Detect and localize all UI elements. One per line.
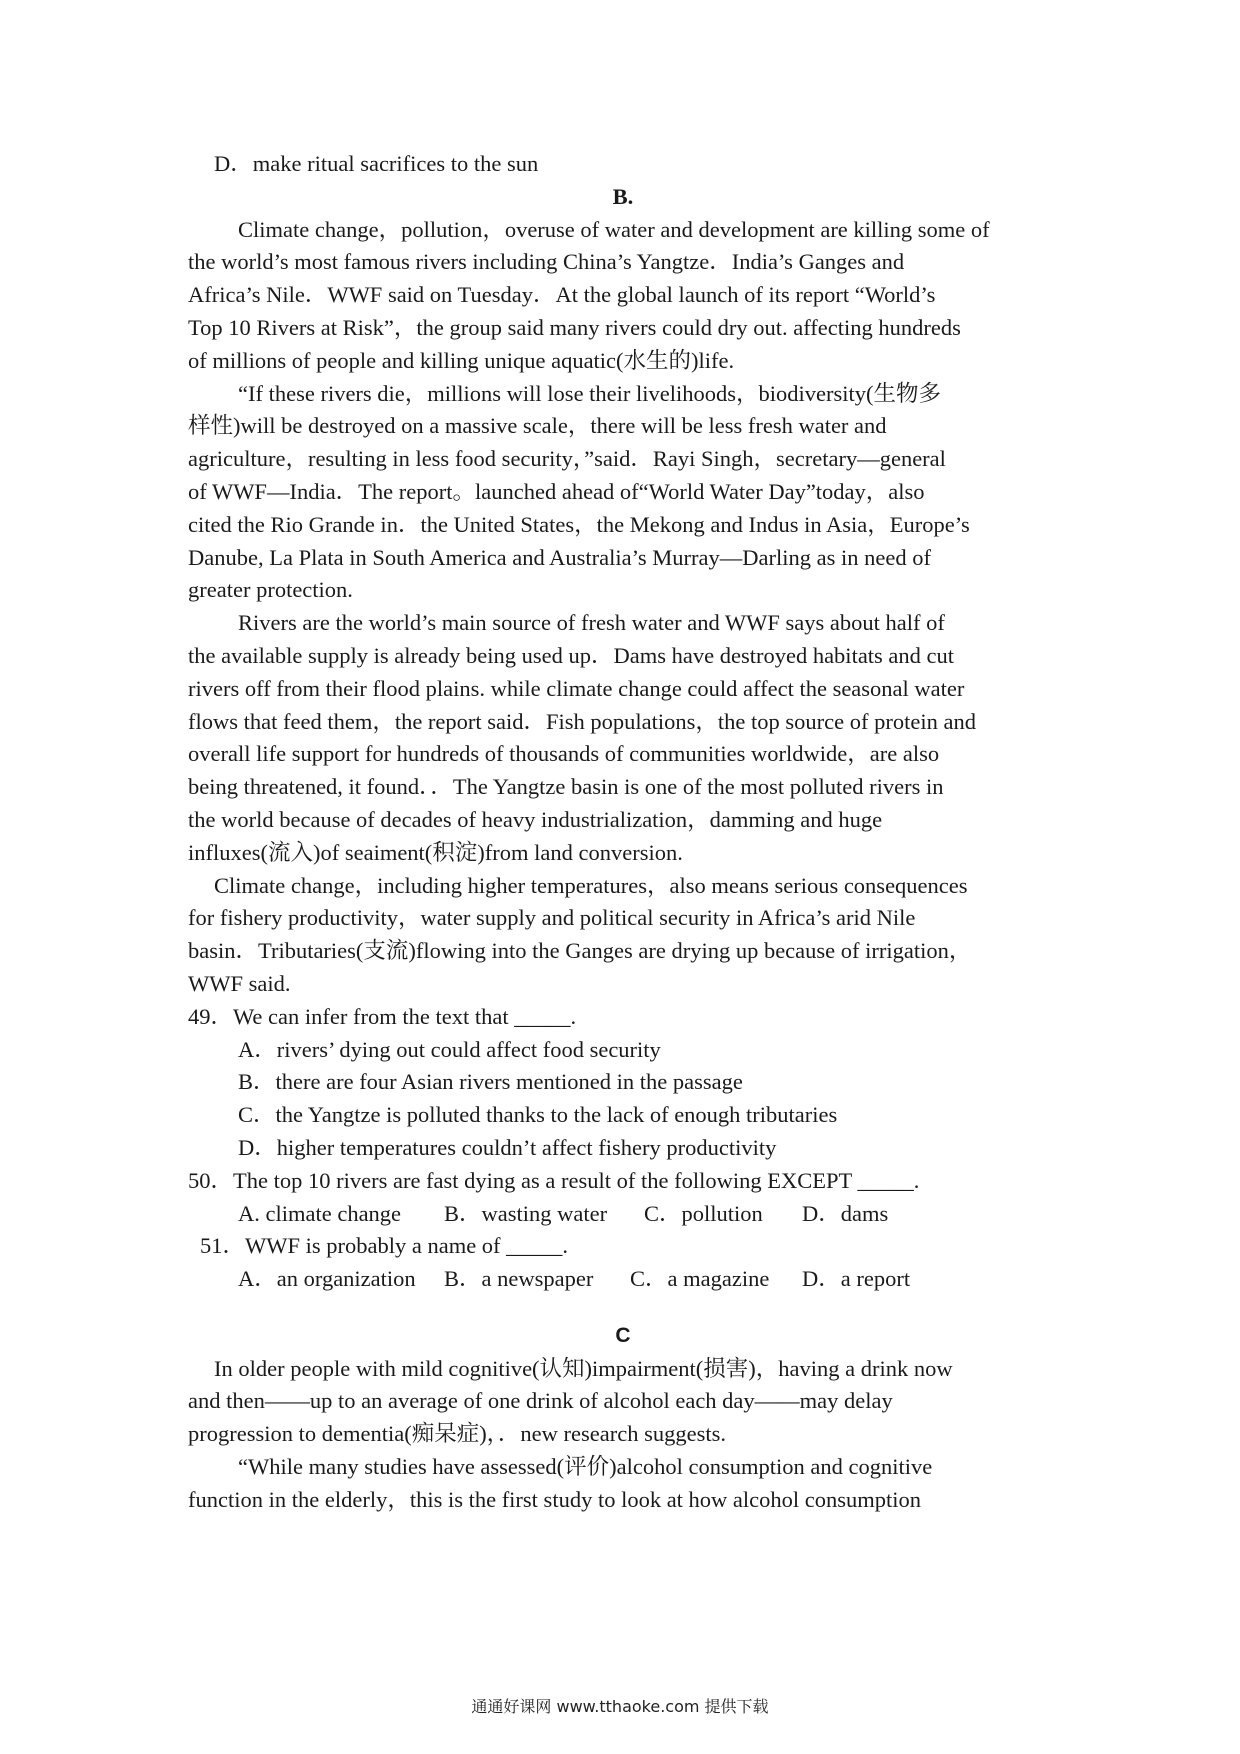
passage-line: influxes(流入)of seaiment(积淀)from land conversion. — [188, 839, 683, 865]
passage-line: of millions of people and killing unique aquatic(水生的)life. — [188, 347, 735, 373]
question-50 — [188, 1165, 1058, 1231]
passage-line: basin．Tributaries(支流)flowing into the Ganges are drying up because of irrigation， — [188, 938, 972, 964]
passage-line: In older people with mild cognitive(认知)impairment(损害)，having a drink now — [214, 1355, 953, 1381]
passage-line: being threatened, it found．．The Yangtze basin is one of the most polluted rivers in — [188, 774, 944, 800]
question-stem: 51．WWF is probably a name of _____. — [200, 1233, 569, 1259]
section-b-heading: B. — [612, 183, 634, 209]
passage-line: Rivers are the world’s main source of fresh water and WWF says about half of — [238, 610, 945, 636]
question-options-row — [188, 1263, 1058, 1296]
passage-line: Climate change，including higher temperatures，also means serious consequences — [214, 872, 968, 898]
passage-line: for fishery productivity，water supply and political security in Africa’s arid Nile — [188, 905, 916, 931]
passage-line: cited the Rio Grande in．the United States，the Mekong and Indus in Asia，Europe’s — [188, 511, 970, 537]
passage-line: “While many studies have assessed(评价)alcohol consumption and cognitive — [238, 1454, 933, 1480]
passage-line: Climate change，pollution，overuse of water and development are killing some of — [238, 216, 990, 242]
passage-line: WWF said. — [188, 970, 291, 996]
question-option: C．the Yangtze is polluted thanks to the lack of enough tributaries — [238, 1102, 838, 1128]
question-option: C．pollution — [644, 1200, 763, 1226]
question-option: D．a report — [802, 1266, 911, 1292]
passage-line: greater protection. — [188, 577, 353, 603]
page-footer: 通通好课网 www.tthaoke.com 提供下载 — [471, 1697, 769, 1716]
passage-line: agriculture，resulting in less food security，”said．Rayi Singh，secretary—general — [188, 446, 946, 472]
question-stem: 49．We can infer from the text that _____. — [188, 1003, 577, 1029]
passage-line: 样性)will be destroyed on a massive scale，there will be less fresh water and — [188, 413, 887, 439]
passage-line: function in the elderly，this is the first study to look at how alcohol consumption — [188, 1486, 922, 1512]
question-option: C．a magazine — [630, 1266, 770, 1292]
question-option: D．higher temperatures couldn’t affect fishery productivity — [238, 1134, 777, 1160]
question-options-row — [188, 1198, 1058, 1231]
question-option: B．a newspaper — [444, 1266, 594, 1292]
passage-line: overall life support for hundreds of thousands of communities worldwide，are also — [188, 741, 940, 767]
question-51 — [188, 1230, 1058, 1296]
question-option: B．there are four Asian rivers mentioned in the passage — [238, 1069, 743, 1095]
question-option: A．rivers’ dying out could affect food security — [238, 1036, 661, 1062]
question-49 — [188, 1001, 1058, 1165]
passage-line: the world because of decades of heavy industrialization，damming and huge — [188, 806, 883, 832]
question-option: D．dams — [802, 1200, 889, 1226]
passage-line: of WWF—India．The report。launched ahead of“World Water Day”today，also — [188, 478, 925, 504]
passage-line: flows that feed them，the report said．Fish populations，the top source of protein and — [188, 708, 976, 734]
passage-line: “If these rivers die，millions will lose their livelihoods，biodiversity(生物多 — [238, 380, 942, 406]
section-c-passage — [188, 1353, 1058, 1517]
section-c-heading: C — [615, 1323, 631, 1347]
document-page — [188, 148, 1058, 1517]
question-option: B．wasting water — [444, 1200, 608, 1226]
passage-line: the world’s most famous rivers including China’s Yangtze．India’s Ganges and — [188, 249, 905, 275]
passage-line: and then——up to an average of one drink of alcohol each day——may delay — [188, 1388, 893, 1414]
passage-line: Danube, La Plata in South America and Australia’s Murray—Darling as in need of — [188, 544, 931, 570]
prev-question-option-d: D．make ritual sacrifices to the sun — [214, 151, 539, 176]
passage-line: rivers off from their flood plains. while climate change could affect the seasonal water — [188, 675, 965, 701]
passage-line: Africa’s Nile．WWF said on Tuesday．At the global launch of its report “World’s — [188, 282, 936, 308]
passage-line: the available supply is already being used up．Dams have destroyed habitats and cut — [188, 642, 955, 668]
passage-line: Top 10 Rivers at Risk”，the group said many rivers could dry out. affecting hundreds — [188, 314, 961, 340]
question-stem: 50．The top 10 rivers are fast dying as a result of the following EXCEPT _____. — [188, 1167, 920, 1193]
section-b-passage — [188, 214, 1058, 1001]
question-option: A. climate change — [238, 1200, 402, 1226]
question-option: A．an organization — [238, 1266, 416, 1292]
passage-line: progression to dementia(痴呆症)，．new research suggests. — [188, 1421, 726, 1447]
